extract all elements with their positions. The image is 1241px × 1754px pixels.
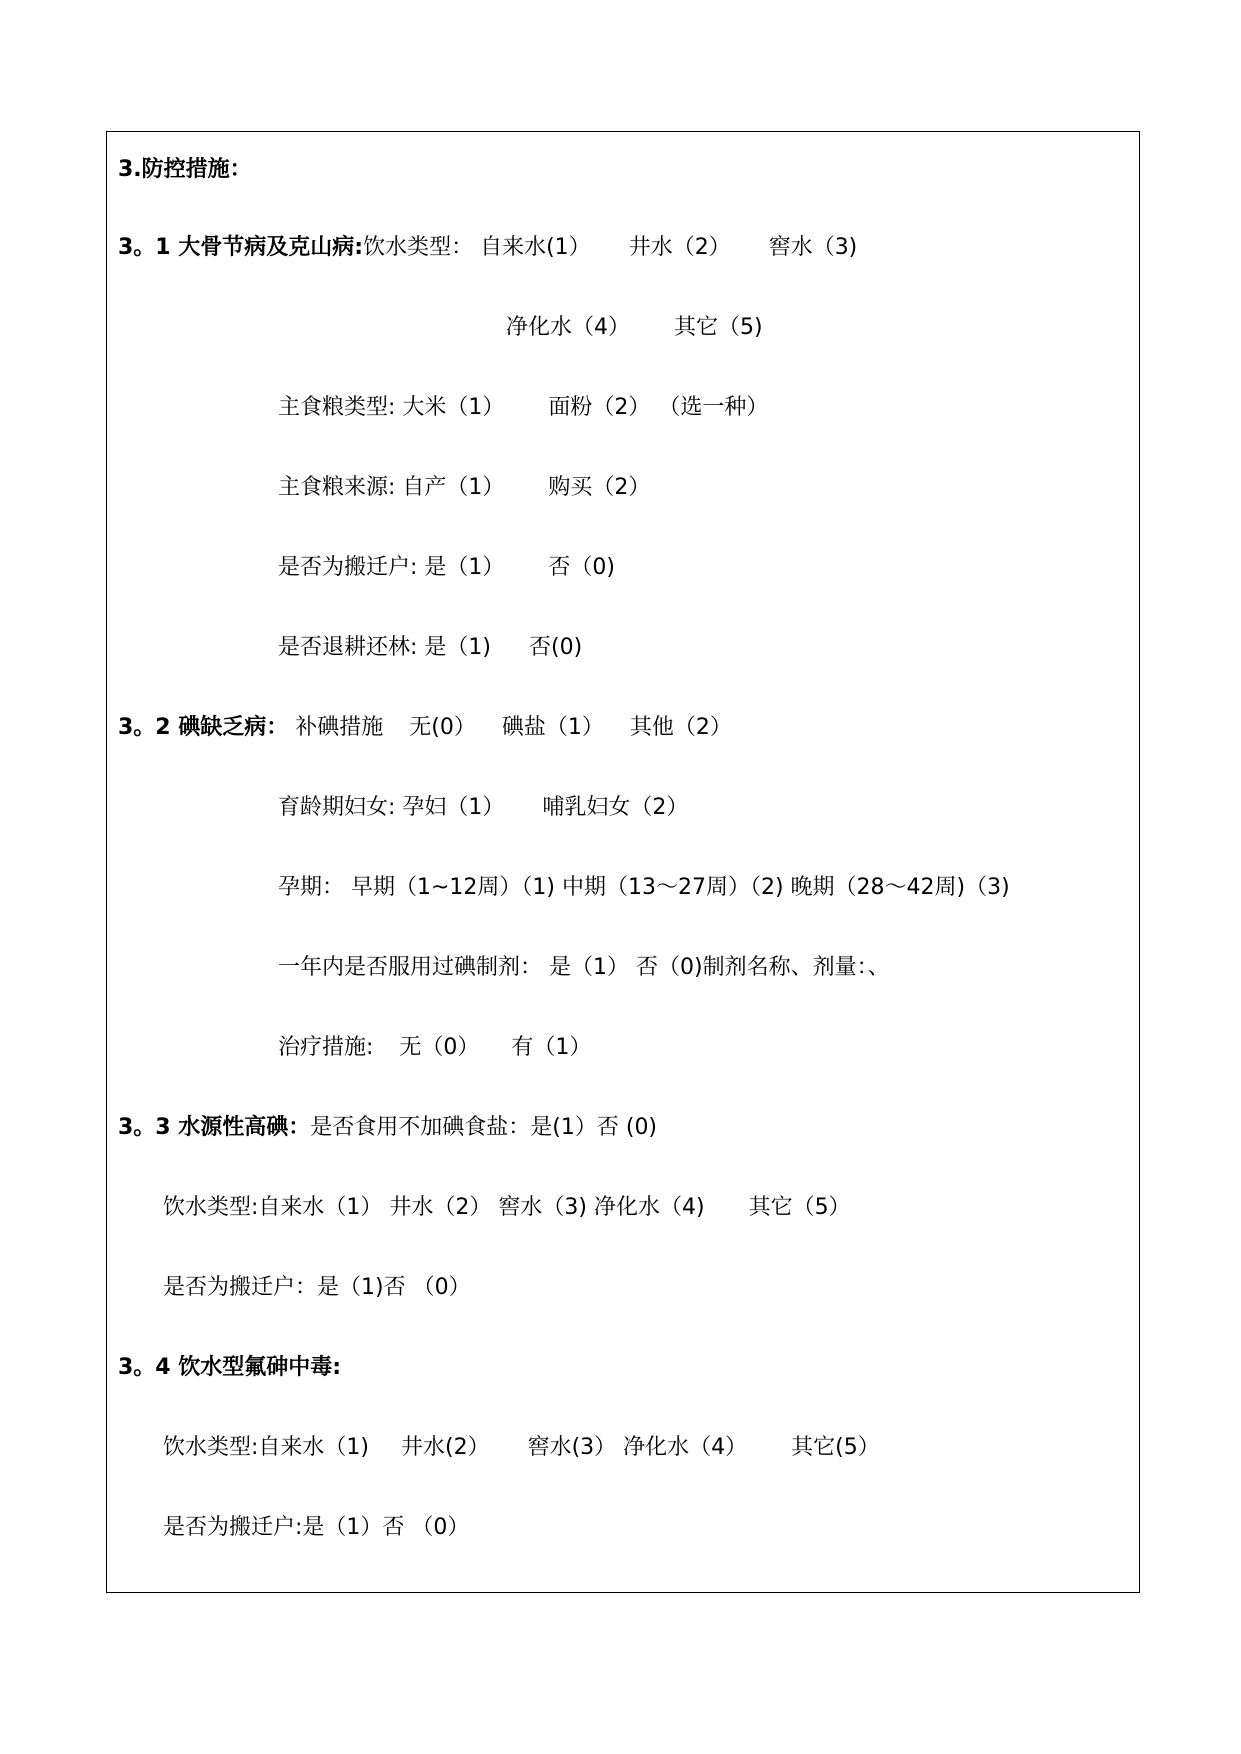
s32-women-opt: 哺乳妇女（2） bbox=[542, 795, 689, 820]
s31-relocated-opt: 否（0) bbox=[548, 555, 616, 580]
s32-women-opt: 孕妇（1） bbox=[402, 795, 505, 820]
s31-grain-source-label: 主食粮来源: bbox=[278, 475, 396, 500]
s31-heading: 3。1 大骨节病及克山病: bbox=[118, 235, 364, 260]
s31-grain-type-note: （选一种） bbox=[658, 395, 769, 420]
s31-relocated-row bbox=[278, 553, 615, 583]
s32-treatment-opt: 有（1） bbox=[511, 1035, 592, 1060]
s33-water-other: 其它（5） bbox=[748, 1195, 851, 1220]
s34-water-row bbox=[163, 1433, 880, 1463]
s32-treatment-label: 治疗措施: bbox=[278, 1035, 374, 1060]
s33-heading: 3。3 水源性高碘： bbox=[118, 1115, 311, 1140]
s31-water-opt: 井水（2） bbox=[628, 235, 731, 260]
s31-grain-source-opt: 购买（2） bbox=[548, 475, 651, 500]
section-title: 3.防控措施： bbox=[118, 157, 252, 182]
s31-grain-type-opt: 大米（1） bbox=[402, 395, 505, 420]
s34-heading: 3。4 饮水型氟砷中毒: bbox=[118, 1355, 342, 1380]
s33-water-text: 饮水类型:自来水（1） 井水（2） 窖水（3) 净化水（4) bbox=[163, 1195, 705, 1220]
s32-treatment-row bbox=[278, 1033, 591, 1063]
s31-water-opt: 窖水（3) bbox=[768, 235, 858, 260]
s31-reforest-row bbox=[278, 633, 582, 663]
s32-iodine-prep-row: 一年内是否服用过碘制剂： 是（1） 否（0)制剂名称、剂量：、 bbox=[278, 955, 890, 980]
s32-treatment-opt: 无（0） bbox=[399, 1035, 480, 1060]
s31-relocated-opt: 是（1） bbox=[424, 555, 505, 580]
s31-water-row-2 bbox=[506, 313, 763, 343]
s32-supp-row bbox=[118, 713, 732, 743]
s33-relocated-row: 是否为搬迁户：是（1)否 （0） bbox=[163, 1275, 471, 1300]
s31-reforest-opt: 否(0) bbox=[529, 635, 583, 660]
s34-water-opt: 窖水(3） 净化水（4） bbox=[527, 1435, 748, 1460]
s31-grain-type-row bbox=[278, 393, 768, 423]
s32-supp-opt: 无(0） bbox=[409, 715, 476, 740]
s31-relocated-label: 是否为搬迁户: bbox=[278, 555, 418, 580]
s31-water-opt: 自来水(1） bbox=[480, 235, 591, 260]
s31-grain-source-opt: 自产（1） bbox=[402, 475, 505, 500]
s34-water-opt: 井水(2） bbox=[401, 1435, 490, 1460]
s31-grain-type-label: 主食粮类型: bbox=[278, 395, 396, 420]
s31-grain-type-opt: 面粉（2） bbox=[548, 395, 651, 420]
s31-grain-source-row bbox=[278, 473, 650, 503]
s32-supp-label: 补碘措施 bbox=[295, 715, 384, 740]
s32-women-label: 育龄期妇女: bbox=[278, 795, 396, 820]
s32-supp-opt: 其他（2） bbox=[629, 715, 732, 740]
s33-water-row bbox=[163, 1193, 851, 1223]
s31-water-label: 饮水类型： bbox=[363, 235, 474, 260]
s31-water-opt: 其它（5) bbox=[674, 315, 763, 340]
s32-women-row bbox=[278, 793, 688, 823]
s32-supp-opt: 碘盐（1） bbox=[501, 715, 604, 740]
s31-reforest-label: 是否退耕还林: bbox=[278, 635, 418, 660]
s33-salt-row bbox=[118, 1113, 657, 1143]
s32-heading: 3。2 碘缺乏病： bbox=[118, 715, 289, 740]
s33-salt-text: 是否食用不加碘食盐：是(1）否 (0) bbox=[310, 1115, 658, 1140]
s34-water-other: 其它(5） bbox=[791, 1435, 880, 1460]
s31-water-opt: 净化水（4） bbox=[506, 315, 630, 340]
s31-water-row bbox=[118, 233, 857, 263]
s34-relocated-row: 是否为搬迁户:是（1）否 （0） bbox=[163, 1515, 470, 1540]
s31-reforest-opt: 是（1) bbox=[424, 635, 492, 660]
s34-water-text: 饮水类型:自来水（1) bbox=[163, 1435, 369, 1460]
s32-pregnancy-row: 孕期： 早期（1~12周）（1) 中期（13～27周）（2) 晚期（28～42周)（3) bbox=[278, 875, 1010, 900]
